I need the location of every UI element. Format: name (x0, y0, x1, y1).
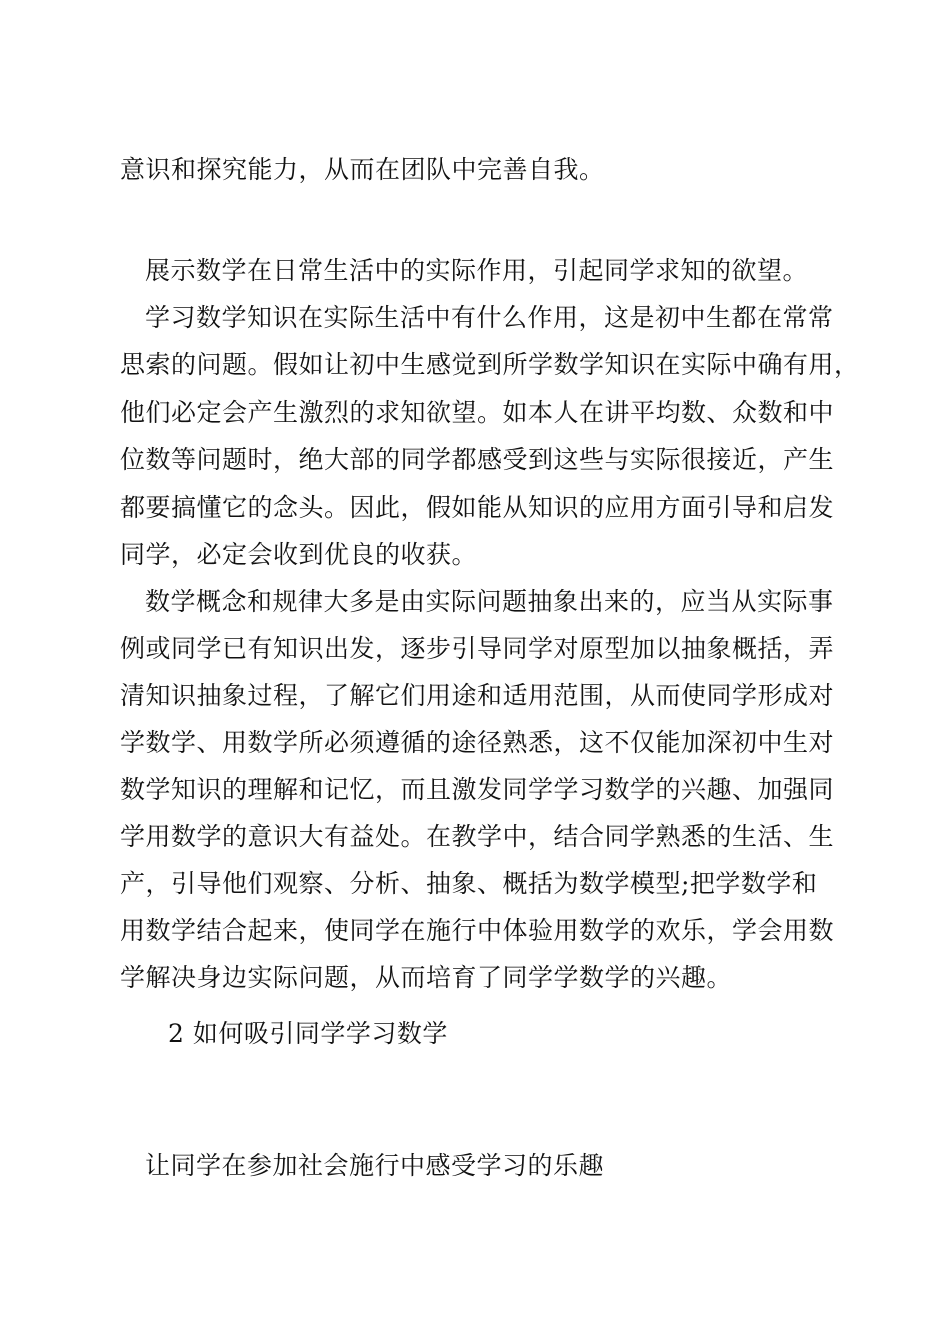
text-line: 数学概念和规律大多是由实际问题抽象出来的，应当从实际事 (145, 587, 834, 616)
text-line: 例或同学已有知识出发，逐步引导同学对原型加以抽象概括，弄 (120, 634, 835, 663)
text-line: 展示数学在日常生活中的实际作用，引起同学求知的欲望。 (145, 256, 809, 285)
text-line: 学解决身边实际问题，从而培育了同学学数学的兴趣。 (120, 963, 733, 992)
text-line: 都要搞懂它的念头。因此，假如能从知识的应用方面引导和启发 (120, 493, 835, 522)
section-heading: 2 如何吸引同学学习数学 (168, 1019, 448, 1048)
text-line: 数学知识的理解和记忆，而且激发同学学习数学的兴趣、加强同 (120, 775, 835, 804)
text-line: 用数学结合起来，使同学在施行中体验用数学的欢乐，学会用数 (120, 916, 835, 945)
text-line: 学习数学知识在实际生活中有什么作用，这是初中生都在常常 (145, 303, 834, 332)
text-line: 让同学在参加社会施行中感受学习的乐趣 (145, 1151, 605, 1180)
text-line: 学用数学的意识大有益处。在教学中，结合同学熟悉的生活、生 (120, 822, 835, 851)
text-line: 同学，必定会收到优良的收获。 (120, 540, 478, 569)
text-line: 意识和探究能力，从而在团队中完善自我。 (120, 155, 605, 184)
text-line: 思索的问题。假如让初中生感觉到所学数学知识在实际中确有用， (120, 350, 860, 379)
text-line: 清知识抽象过程，了解它们用途和适用范围，从而使同学形成对 (120, 681, 835, 710)
text-line: 他们必定会产生激烈的求知欲望。如本人在讲平均数、众数和中 (120, 398, 835, 427)
text-line: 产，引导他们观察、分析、抽象、概括为数学模型;把学数学和 (120, 869, 818, 898)
text-line: 位数等问题时，绝大部的同学都感受到这些与实际很接近，产生 (120, 445, 835, 474)
text-line: 学数学、用数学所必须遵循的途径熟悉，这不仅能加深初中生对 (120, 728, 835, 757)
